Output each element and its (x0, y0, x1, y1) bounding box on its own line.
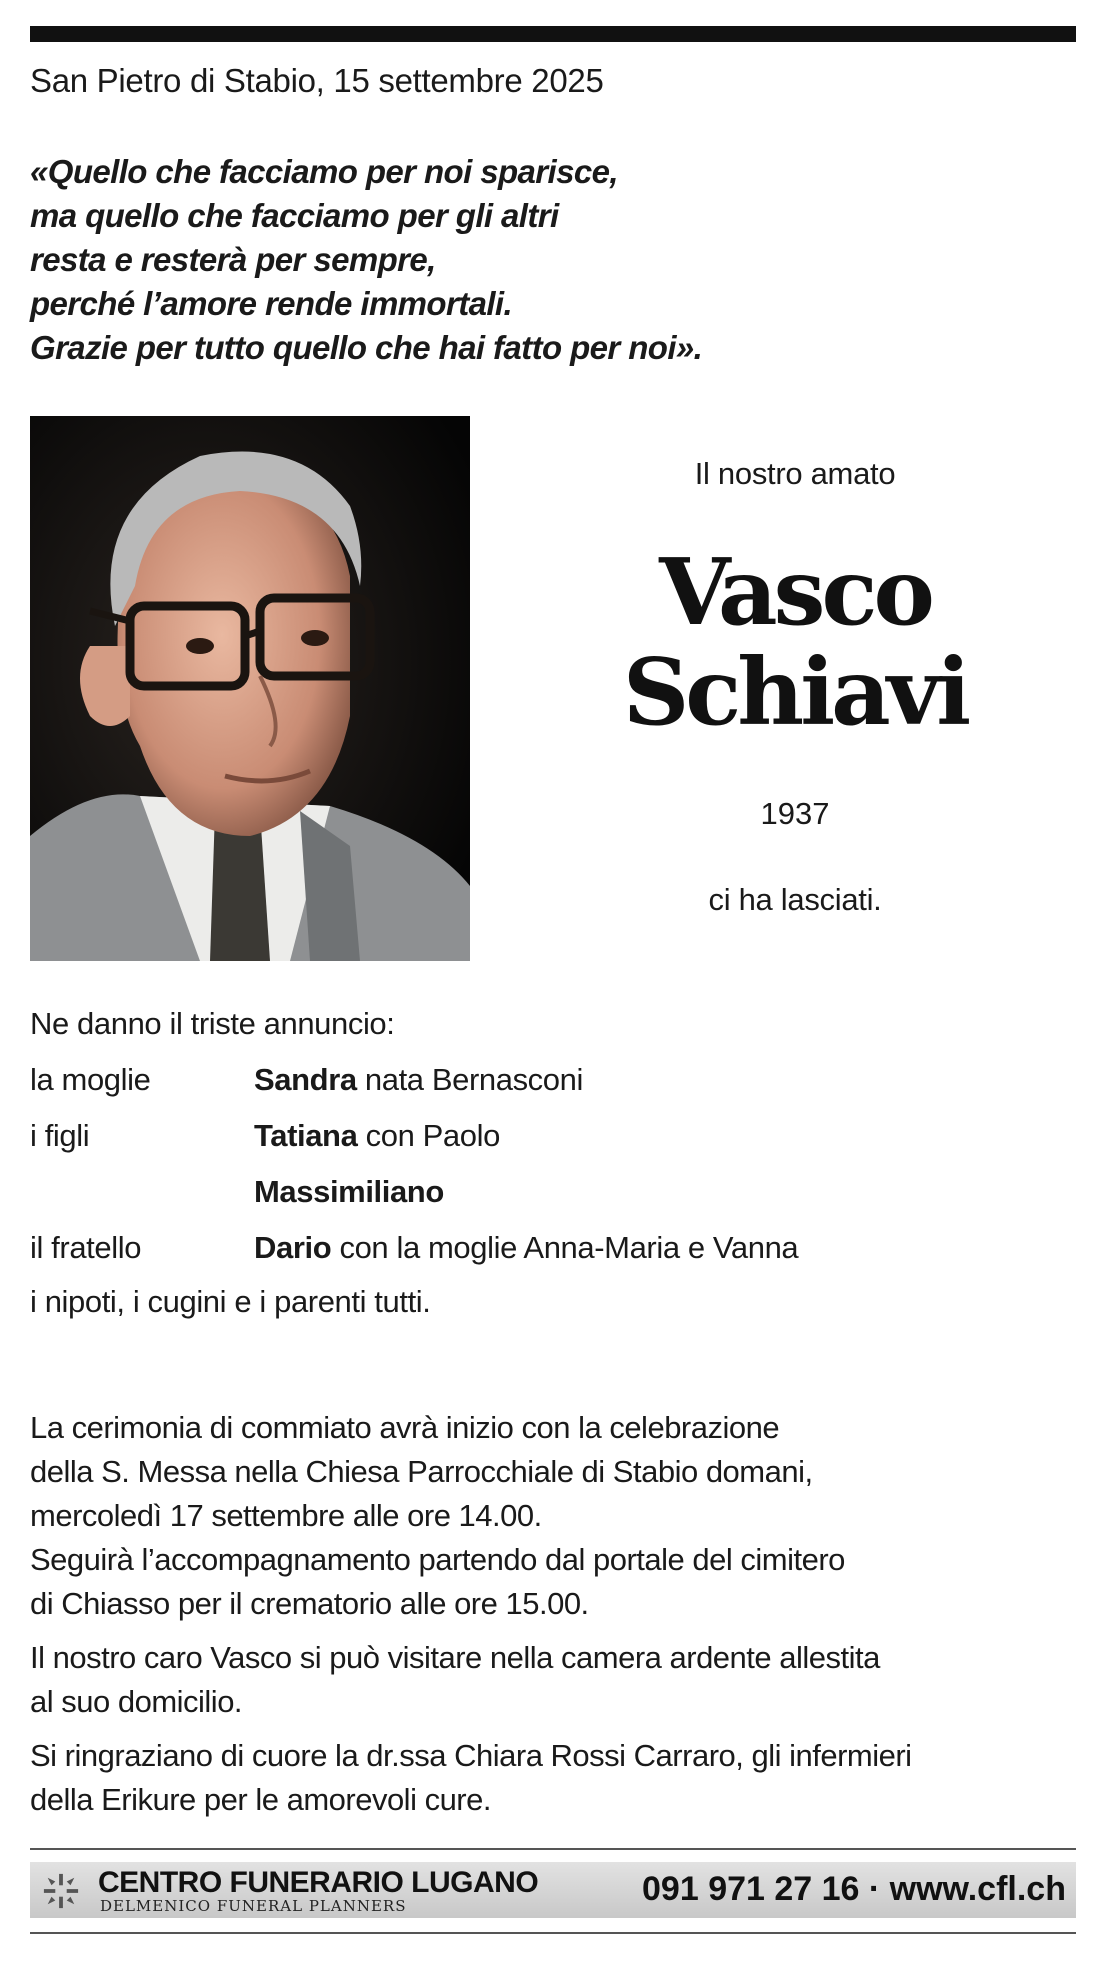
quote-line: resta e resterà per sempre, (30, 241, 436, 278)
ceremony-line: La cerimonia di commiato avrà inizio con la celebrazione (30, 1410, 780, 1445)
visit-line: al suo domicilio. (30, 1684, 243, 1719)
ceremony-line: Seguirà l’accompagnamento partendo dal portale del cimitero (30, 1542, 845, 1577)
quote-line: Grazie per tutto quello che hai fatto per noi». (30, 329, 703, 366)
dateline: San Pietro di Stabio, 15 settembre 2025 (30, 62, 604, 99)
family-detail: nata Bernasconi (356, 1062, 583, 1097)
ceremony-line: di Chiasso per il crematorio alle ore 15.00. (30, 1586, 589, 1621)
family-name: Sandra (254, 1062, 357, 1097)
family-relation: i figli (30, 1118, 90, 1153)
ceremony-line: della S. Messa nella Chiesa Parrocchiale di Stabio domani, (30, 1454, 813, 1489)
cross-leaf-icon (42, 1872, 80, 1910)
footer-top-rule (30, 1848, 1076, 1850)
family-member (254, 1118, 500, 1154)
announcement-heading: Ne danno il triste annuncio: (30, 1006, 395, 1041)
family-relation: la moglie (30, 1062, 151, 1097)
quote-line: ma quello che facciamo per gli altri (30, 197, 559, 234)
portrait-illustration (30, 416, 470, 961)
top-rule (30, 26, 1076, 42)
contact-info: 091 971 27 16 · www.cfl.ch (642, 1870, 1066, 1908)
family-name: Tatiana (254, 1118, 358, 1153)
quote-line: «Quello che facciamo per noi sparisce, (30, 153, 618, 190)
family-detail: con la moglie Anna-Maria e Vanna (331, 1230, 799, 1265)
quote-line: perché l’amore rende immortali. (30, 285, 513, 322)
thanks-line: della Erikure per le amorevoli cure. (30, 1782, 491, 1817)
family-detail: con Paolo (357, 1118, 500, 1153)
funeral-home-footer (30, 1862, 1076, 1918)
thanks-line: Si ringraziano di cuore la dr.ssa Chiara Rossi Carraro, gli infermieri (30, 1738, 912, 1773)
portrait-photo (30, 416, 470, 961)
ceremony-paragraph (30, 1406, 845, 1626)
brand-subtitle: DELMENICO FUNERAL PLANNERS (100, 1897, 407, 1915)
family-member (254, 1174, 444, 1210)
family-member (254, 1062, 583, 1098)
family-name: Dario (254, 1230, 332, 1265)
family-member (254, 1230, 798, 1266)
last-name: Schiavi (622, 638, 968, 746)
visit-paragraph (30, 1636, 880, 1724)
thanks-paragraph (30, 1734, 912, 1822)
intro-text: Il nostro amato (694, 456, 896, 491)
footer-bottom-rule (30, 1932, 1076, 1934)
family-relation: il fratello (30, 1230, 142, 1265)
epigraph-quote (30, 150, 702, 370)
visit-line: Il nostro caro Vasco si può visitare nella camera ardente allestita (30, 1640, 880, 1675)
brand-name: CENTRO FUNERARIO LUGANO (98, 1866, 539, 1899)
passing-message: ci ha lasciati. (708, 882, 882, 917)
family-closing: i nipoti, i cugini e i parenti tutti. (30, 1284, 431, 1319)
first-name: Vasco (659, 538, 931, 646)
ceremony-line: mercoledì 17 settembre alle ore 14.00. (30, 1498, 542, 1533)
family-name: Massimiliano (254, 1174, 444, 1209)
birth-year: 1937 (760, 796, 830, 831)
